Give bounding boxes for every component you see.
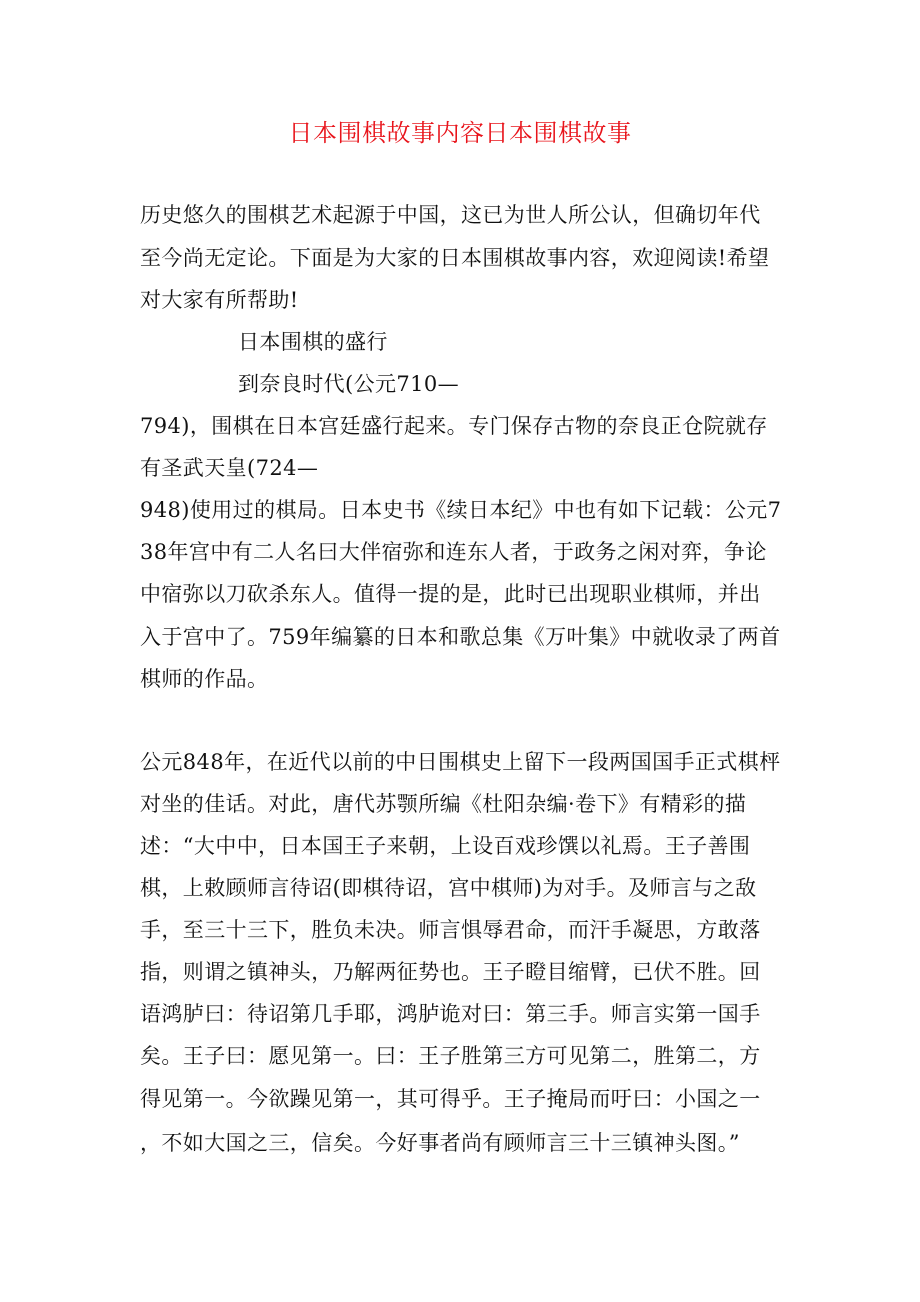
body-line: 入于宫中了。759年编纂的日本和歌总集《万叶集》中就收录了两首: [140, 625, 781, 649]
body-line: 有圣武天皇(724—: [140, 456, 319, 480]
body-line: 手，至三十三下，胜负未决。师言惧辱君命，而汗手凝思，方敢落: [140, 918, 761, 942]
body-line: 历史悠久的围棋艺术起源于中国，这已为世人所公认，但确切年代: [140, 203, 761, 227]
body-line: 棋，上敕顾师言待诏(即棋待诏，宫中棋师)为对手。及师言与之敌: [140, 876, 757, 900]
body-line: 矣。王子曰：愿见第一。曰：王子胜第三方可见第二，胜第二，方: [140, 1044, 761, 1068]
body-line: 棋师的作品。: [140, 667, 269, 691]
body-line: 948)使用过的棋局。日本史书《续日本纪》中也有如下记载：公元7: [140, 498, 782, 522]
body-line: 中宿弥以刀砍杀东人。值得一提的是，此时已出现职业棋师，并出: [140, 582, 761, 606]
body-line: 语鸿胪曰：待诏第几手耶，鸿胪诡对曰：第三手。师言实第一国手: [140, 1002, 761, 1026]
body-line: 指，则谓之镇神头，乃解两征势也。王子瞪目缩臂，已伏不胜。回: [140, 960, 761, 984]
body-line: ，不如大国之三，信矣。今好事者尚有顾师言三十三镇神头图。”: [140, 1131, 740, 1155]
body-line: 对坐的佳话。对此，唐代苏颚所编《杜阳杂编·卷下》有精彩的描: [140, 792, 747, 816]
section-heading: 日本围棋的盛行: [238, 330, 388, 354]
body-line: 38年宫中有二人名曰大伴宿弥和连东人者，于政务之闲对弈，争论: [140, 540, 767, 564]
body-line: 对大家有所帮助!: [140, 288, 299, 312]
body-line: 述：“大中中，日本国王子来朝，上设百戏珍馔以礼焉。王子善围: [140, 834, 751, 858]
body-line: 794)，围棋在日本宫廷盛行起来。专门保存古物的奈良正仓院就存: [140, 414, 768, 438]
body-line: 得见第一。今欲躁见第一，其可得乎。王子掩局而吁曰：小国之一: [140, 1087, 761, 1111]
body-line: 到奈良时代(公元710—: [238, 372, 460, 396]
body-line: 至今尚无定论。下面是为大家的日本围棋故事内容，欢迎阅读!希望: [140, 246, 770, 270]
body-line: 公元848年，在近代以前的中日围棋史上留下一段两国国手正式棋枰: [140, 750, 781, 774]
document-title: 日本围棋故事内容日本围棋故事: [288, 119, 632, 147]
